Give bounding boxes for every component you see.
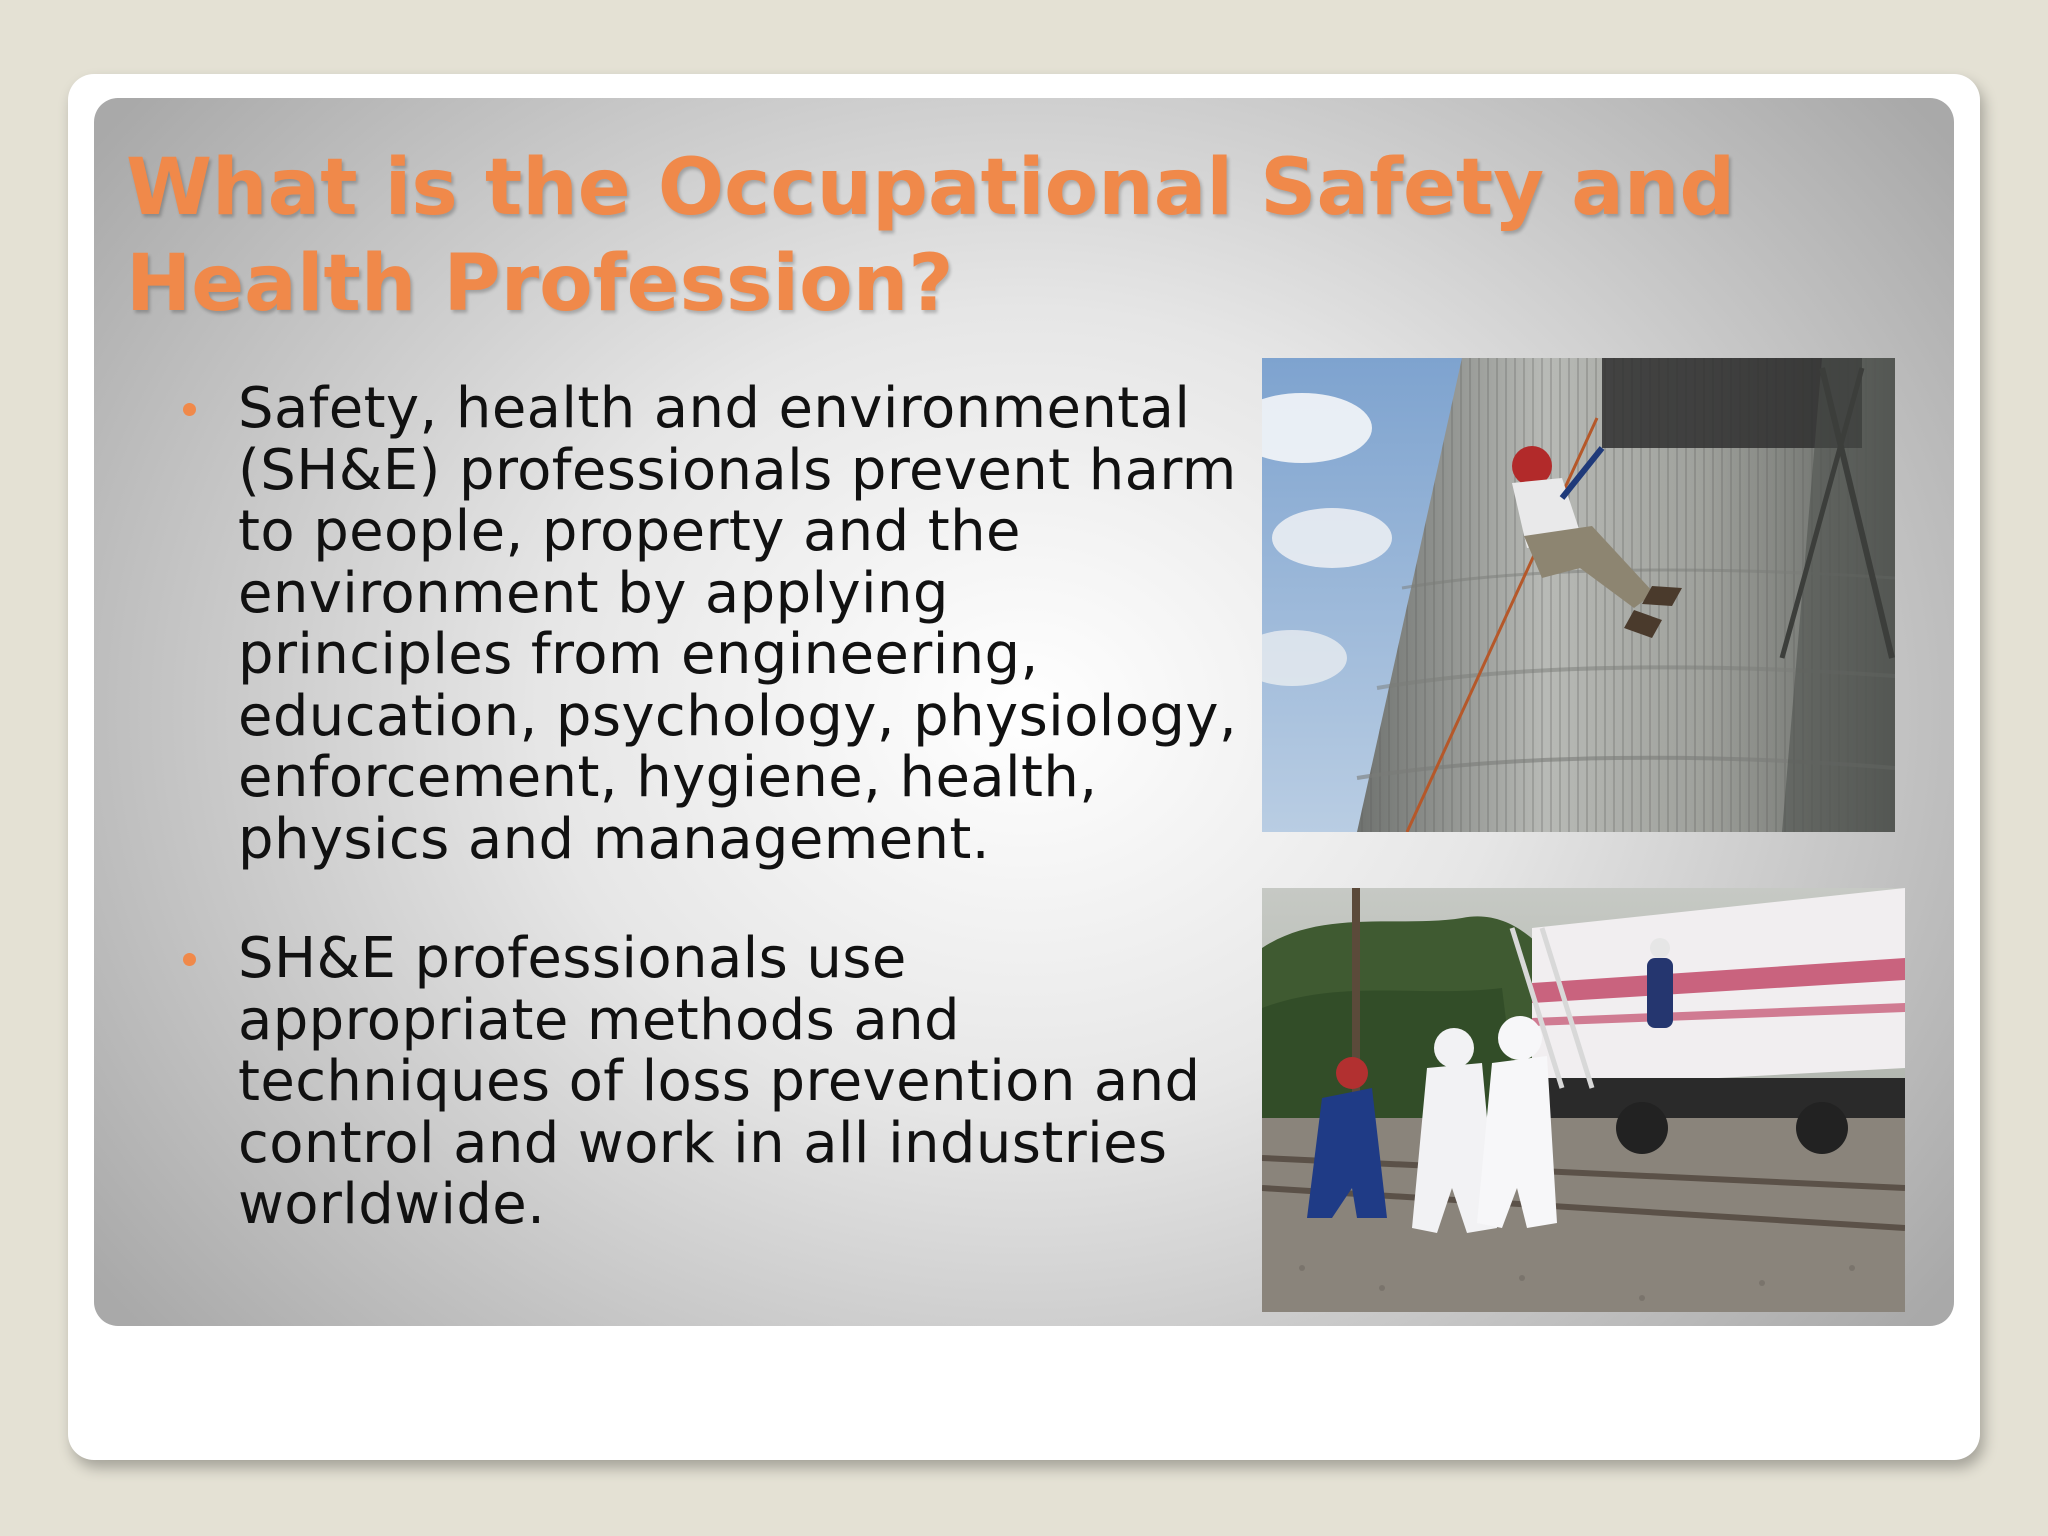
bullet-text: SH&E professionals use appropriate methods and techniques of loss prevention and control and work in all industries worldwide. [238,926,1201,1237]
slide-title: What is the Occupational Safety and Health Profession? [126,143,1736,329]
bullet-item [180,378,1240,870]
silo-rappelling-photo [1262,358,1895,832]
bullet-item [180,928,1240,1236]
bullet-dot-icon [183,403,196,416]
bullet-dot-icon [183,953,196,966]
bullet-text: Safety, health and environmental (SH&E) professionals prevent harm to people, property and the environment by applying principles from engineering, education, psychology, physiology, enforcement, hygiene, health, physics and management. [238,376,1238,872]
bullet-list [180,378,1240,1236]
hazmat-railcar-photo [1262,888,1905,1312]
